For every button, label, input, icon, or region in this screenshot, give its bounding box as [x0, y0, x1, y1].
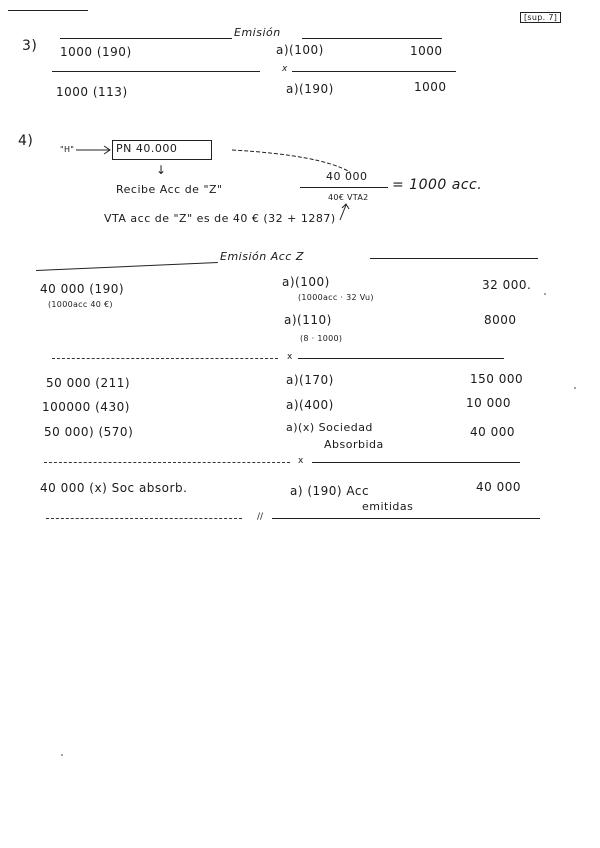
fraction-denominator: 40€ VTA2	[328, 193, 369, 202]
denominator-arrow	[340, 204, 349, 220]
page-reference: [sup. 7]	[520, 12, 561, 23]
fraction-result: = 1000 acc.	[392, 177, 483, 193]
ledger-divider-2-left	[44, 462, 290, 463]
entry-6-left: 40 000 (x) Soc absorb.	[40, 481, 188, 495]
ledger-divider-2-mark: x	[298, 456, 304, 466]
section-3-divider-mark: x	[282, 64, 288, 74]
section-3-row2-left: 1000 (113)	[56, 85, 128, 99]
ledger-divider-1-right	[298, 358, 504, 359]
entry-1-left-sub: (1000acc 40 €)	[48, 300, 113, 309]
section-3-row1-left: 1000 (190)	[60, 45, 132, 59]
h-to-box-arrow	[76, 146, 110, 154]
stray-dot-2	[544, 293, 546, 295]
section-4-number: 4)	[18, 133, 34, 149]
stray-dot-3	[61, 754, 63, 756]
ledger-header-line-left	[36, 262, 218, 271]
top-left-stroke	[8, 10, 88, 11]
entity-h-label: "H"	[60, 145, 75, 154]
pn-box-text: PN 40.000	[116, 142, 178, 155]
section-3-row1-right: 1000	[410, 44, 443, 58]
ledger-divider-1-left	[52, 358, 278, 359]
entry-1-mid: a)(100)	[282, 275, 330, 289]
recibe-acc-text: Recibe Acc de "Z"	[116, 183, 223, 196]
section-3-header-line-right	[302, 38, 442, 39]
entry-5-left: 50 000) (570)	[44, 425, 134, 439]
entry-3-left: 50 000 (211)	[46, 376, 131, 390]
fraction-bar	[300, 187, 388, 188]
box-to-fraction-curve	[232, 150, 350, 172]
entry-5-right: 40 000	[470, 425, 515, 439]
ledger-end-line-right	[272, 518, 540, 519]
entry-6-mid-sub: emitidas	[362, 500, 414, 513]
stray-dot-1	[574, 387, 576, 389]
section-3-divider-right	[292, 71, 456, 72]
entry-3-mid: a)(170)	[286, 373, 334, 387]
entry-4-left: 100000 (430)	[42, 400, 130, 414]
entry-5-mid-sub: Absorbida	[324, 438, 384, 451]
section-3-header: Emisión	[234, 26, 281, 39]
ledger-header-line-right	[370, 258, 538, 259]
section-3-divider-left	[52, 71, 260, 72]
entry-1-left: 40 000 (190)	[40, 282, 125, 296]
entry-1-mid-sub: (1000acc · 32 Vu)	[298, 293, 374, 302]
section-3-header-line-left	[60, 38, 232, 39]
section-3-number: 3)	[22, 38, 38, 54]
entry-6-right: 40 000	[476, 480, 521, 494]
down-arrow-icon: ↓	[156, 163, 167, 177]
entry-4-mid: a)(400)	[286, 398, 334, 412]
ledger-divider-2-right	[312, 462, 520, 463]
entry-2-mid-sub: (8 · 1000)	[300, 334, 343, 343]
ledger-end-line-left	[46, 518, 242, 519]
section-3-row2-mid: a)(190)	[286, 82, 334, 96]
section-3-row1-mid: a)(100)	[276, 43, 324, 57]
entry-6-mid: a) (190) Acc	[290, 484, 370, 498]
entry-5-mid: a)(x) Sociedad	[286, 421, 373, 434]
ledger-end-mark: //	[257, 512, 264, 522]
vta-acc-text: VTA acc de "Z" es de 40 € (32 + 1287)	[104, 212, 336, 225]
entry-1-right: 32 000.	[482, 278, 532, 292]
entry-2-right: 8000	[484, 313, 517, 327]
fraction-numerator: 40 000	[326, 170, 368, 183]
ledger-header: Emisión Acc Z	[220, 250, 304, 263]
entry-3-right: 150 000	[470, 372, 524, 386]
section-3-row2-right: 1000	[414, 80, 447, 94]
entry-4-right: 10 000	[466, 396, 511, 410]
entry-2-mid: a)(110)	[284, 313, 332, 327]
ledger-divider-1-mark: x	[287, 352, 293, 362]
